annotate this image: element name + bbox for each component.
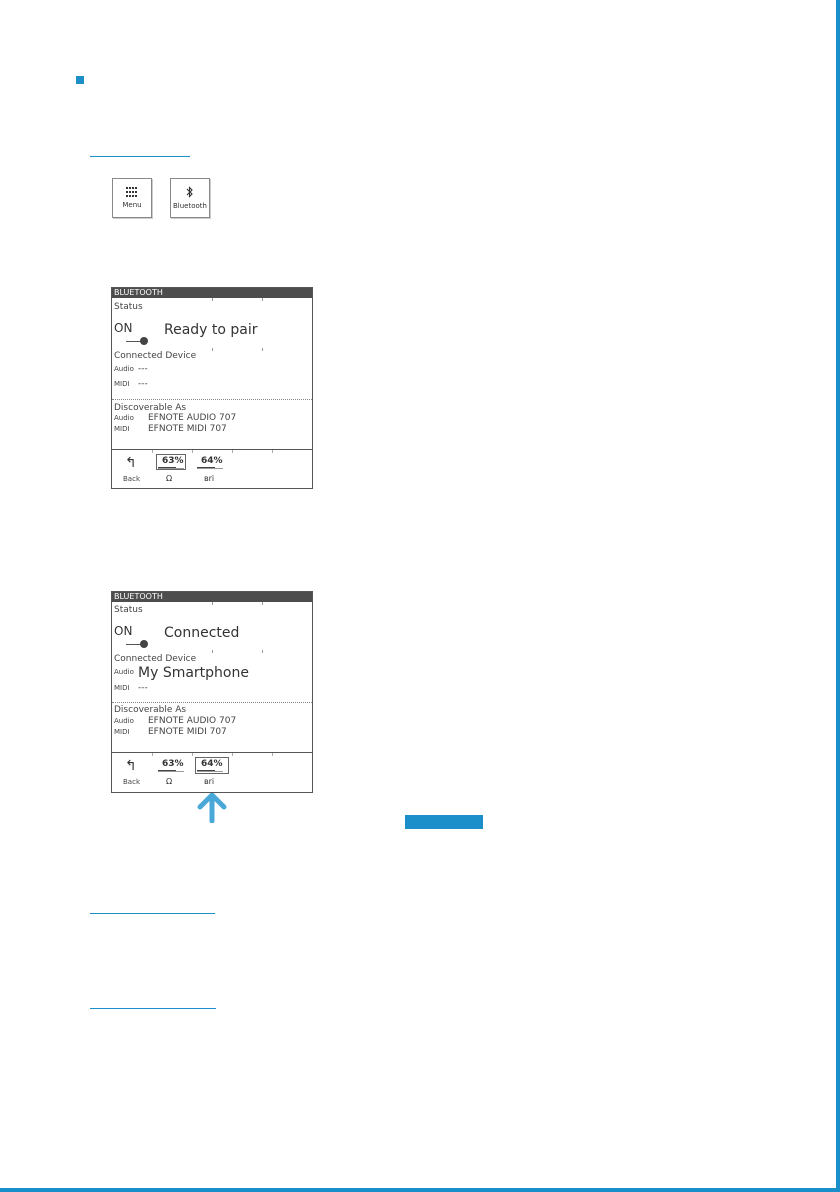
audio-label: Audio xyxy=(114,365,134,373)
audio-value: --- xyxy=(138,364,148,374)
bluetooth-icon: ʙ xyxy=(204,777,209,786)
discoverable-label: Discoverable As xyxy=(114,403,187,413)
menu-key[interactable] xyxy=(112,178,152,218)
disc-midi-label: MIDI xyxy=(114,425,130,433)
page-edge-bottom xyxy=(0,1188,840,1192)
footer-divider xyxy=(112,449,312,450)
bluetooth-key-label: Bluetooth xyxy=(173,202,207,210)
connected-device-label: Connected Device xyxy=(114,351,197,361)
tick xyxy=(212,298,213,301)
headphone-volume-value[interactable]: 63% xyxy=(162,759,184,769)
tick xyxy=(262,298,263,301)
back-arrow-icon[interactable]: ↰ xyxy=(125,758,137,774)
bluetooth-icon: ʙ xyxy=(204,474,209,483)
bt-volume-icon-label: ri xyxy=(208,474,215,483)
midi-value: --- xyxy=(138,683,148,693)
screen-header: BLUETOOTH xyxy=(112,592,312,602)
up-arrow-icon xyxy=(196,793,228,823)
discoverable-label: Discoverable As xyxy=(114,705,187,715)
back-label: Back xyxy=(123,778,140,786)
tick xyxy=(262,650,263,653)
midi-label: MIDI xyxy=(114,684,130,692)
disc-midi-label: MIDI xyxy=(114,728,130,736)
bt-volume-icon xyxy=(204,474,214,483)
footer-tick xyxy=(232,450,233,453)
toggle-knob[interactable] xyxy=(140,337,148,345)
footer-tick xyxy=(272,450,273,453)
footer-tick xyxy=(232,753,233,756)
bt-volume-value: 64% xyxy=(201,759,223,769)
headphone-volume-value: 63% xyxy=(162,456,184,466)
back-arrow-icon[interactable]: ↰ xyxy=(125,455,137,471)
disc-audio-label: Audio xyxy=(114,414,134,422)
toggle-knob[interactable] xyxy=(140,640,148,648)
disc-audio-value: EFNOTE AUDIO 707 xyxy=(148,716,237,726)
status-text: Ready to pair xyxy=(164,322,258,338)
tick xyxy=(262,348,263,351)
footer-tick xyxy=(152,753,153,756)
status-label: Status xyxy=(114,605,143,615)
footer-tick xyxy=(192,450,193,453)
toggle-state: ON xyxy=(114,321,133,335)
headphone-icon: Ω xyxy=(166,474,173,483)
headphone-volume-track xyxy=(158,468,184,469)
disc-midi-value: EFNOTE MIDI 707 xyxy=(148,727,227,737)
toggle-state: ON xyxy=(114,624,133,638)
section-bullet xyxy=(76,76,84,84)
disc-audio-label: Audio xyxy=(114,717,134,725)
footer-tick xyxy=(272,753,273,756)
screen-header: BLUETOOTH xyxy=(112,288,312,298)
section-divider xyxy=(112,702,312,703)
menu-key-label: Menu xyxy=(122,201,142,209)
tick xyxy=(262,602,263,605)
midi-value: --- xyxy=(138,379,148,389)
bluetooth-key[interactable] xyxy=(170,178,210,218)
highlight-bar xyxy=(405,815,483,829)
footer-tick xyxy=(152,450,153,453)
midi-label: MIDI xyxy=(114,380,130,388)
link-underline-3[interactable] xyxy=(90,1008,216,1009)
section-divider xyxy=(112,399,312,400)
bluetooth-screen-ready xyxy=(111,287,313,489)
link-underline-1[interactable] xyxy=(90,156,190,157)
link-underline-2[interactable] xyxy=(90,913,215,914)
tick xyxy=(212,602,213,605)
bt-volume-icon-label: ri xyxy=(208,777,215,786)
headphone-volume-track xyxy=(158,771,184,772)
headphone-icon: Ω xyxy=(166,777,173,786)
bt-volume-icon xyxy=(204,777,214,786)
grid-icon xyxy=(126,187,138,197)
tick xyxy=(212,650,213,653)
status-label: Status xyxy=(114,302,143,312)
connected-device-label: Connected Device xyxy=(114,654,197,664)
bluetooth-icon xyxy=(186,186,194,198)
status-text: Connected xyxy=(164,625,240,641)
disc-audio-value: EFNOTE AUDIO 707 xyxy=(148,413,237,423)
back-label: Back xyxy=(123,475,140,483)
bt-volume-track xyxy=(197,771,223,772)
audio-label: Audio xyxy=(114,668,134,676)
page-edge-right xyxy=(836,0,840,1192)
footer-tick xyxy=(192,753,193,756)
bt-volume-track xyxy=(197,468,223,469)
audio-value: My Smartphone xyxy=(138,665,249,681)
tick xyxy=(212,348,213,351)
disc-midi-value: EFNOTE MIDI 707 xyxy=(148,424,227,434)
bluetooth-screen-connected xyxy=(111,591,313,793)
footer-divider xyxy=(112,752,312,753)
bt-volume-value[interactable]: 64% xyxy=(201,456,223,466)
